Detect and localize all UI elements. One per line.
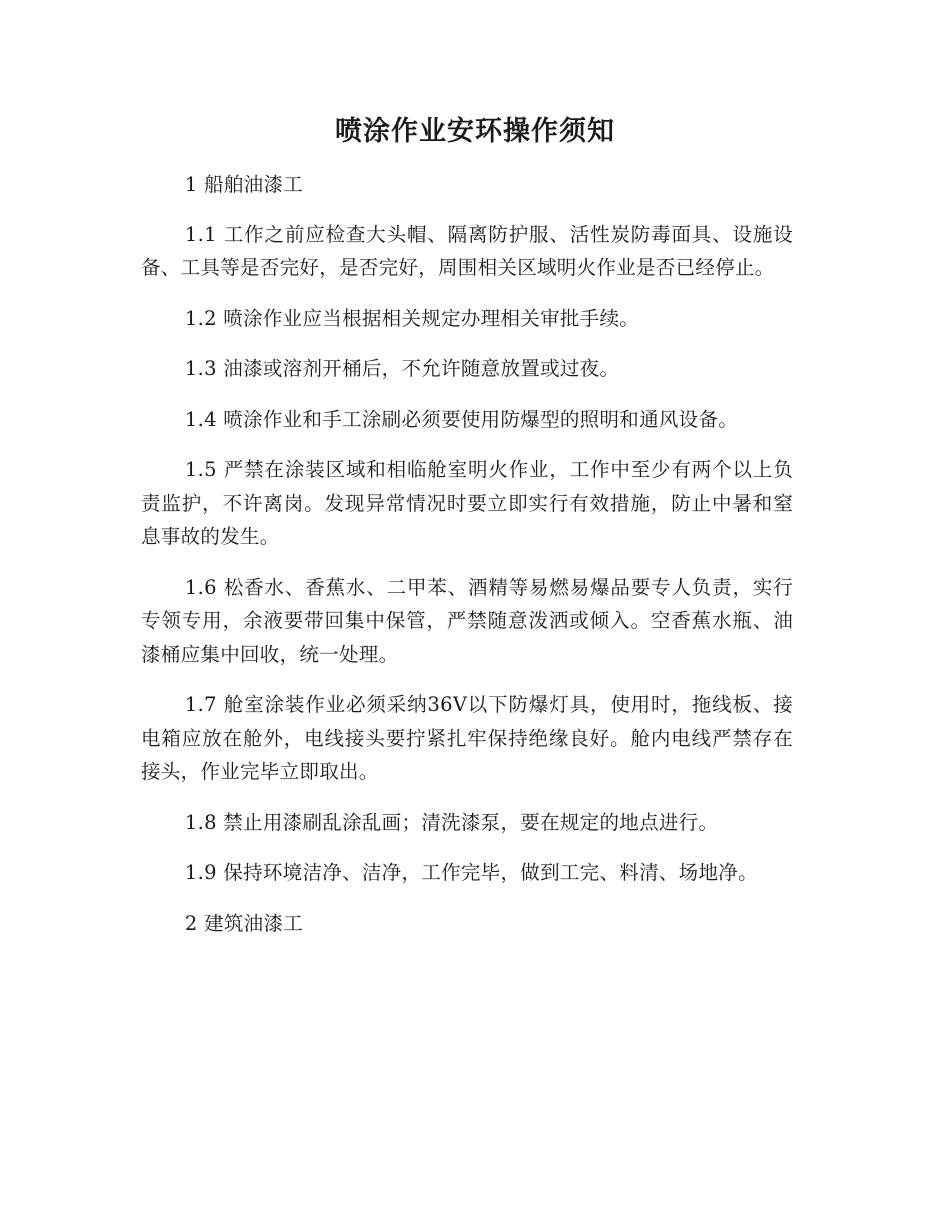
paragraph-1-2: 1.2 喷涂作业应当根据相关规定办理相关审批手续。 xyxy=(184,306,640,330)
paragraph-1-7: 1.7 舱室涂装作业必须采纳36V以下防爆灯具，使用时，拖线板、接电箱应放在舱外，电线接头要拧紧扎牢保持绝缘良好。舱内电线严禁存在接头，作业完毕立即取出。 xyxy=(141,693,793,783)
section-heading-1: 1 船舶油漆工 xyxy=(184,173,304,196)
paragraph-1-8: 1.8 禁止用漆刷乱涂乱画；清洗漆泵，要在规定的地点进行。 xyxy=(184,810,719,834)
paragraph-1-5: 1.5 严禁在涂装区域和相临舱室明火作业，工作中至少有两个以上负责监护，不许离岗。发现异常情况时要立即实行有效措施，防止中暑和窒息事故的发生。 xyxy=(141,458,793,548)
paragraph-1-3: 1.3 油漆或溶剂开桶后，不允许随意放置或过夜。 xyxy=(184,357,620,380)
section-heading-2: 2 建筑油漆工 xyxy=(184,911,304,935)
document-title: 喷涂作业安环操作须知 xyxy=(335,116,615,147)
paragraph-1-1: 1.1 工作之前应检查大头帽、隔离防护服、活性炭防毒面具、设施设备、工具等是否完好，是否完好，周围相关区域明火作业是否已经停止。 xyxy=(141,222,793,279)
paragraph-1-9: 1.9 保持环境洁净、洁净，工作完毕，做到工完、料清、场地净。 xyxy=(184,861,758,884)
paragraph-1-6: 1.6 松香水、香蕉水、二甲苯、酒精等易燃易爆品要专人负责，实行专领专用，余液要带回集中保管，严禁随意泼洒或倾入。空香蕉水瓶、油漆桶应集中回收，统一处理。 xyxy=(141,575,793,666)
document-body xyxy=(141,168,793,956)
paragraph-1-4: 1.4 喷涂作业和手工涂刷必须要使用防爆型的照明和通风设备。 xyxy=(184,407,739,431)
